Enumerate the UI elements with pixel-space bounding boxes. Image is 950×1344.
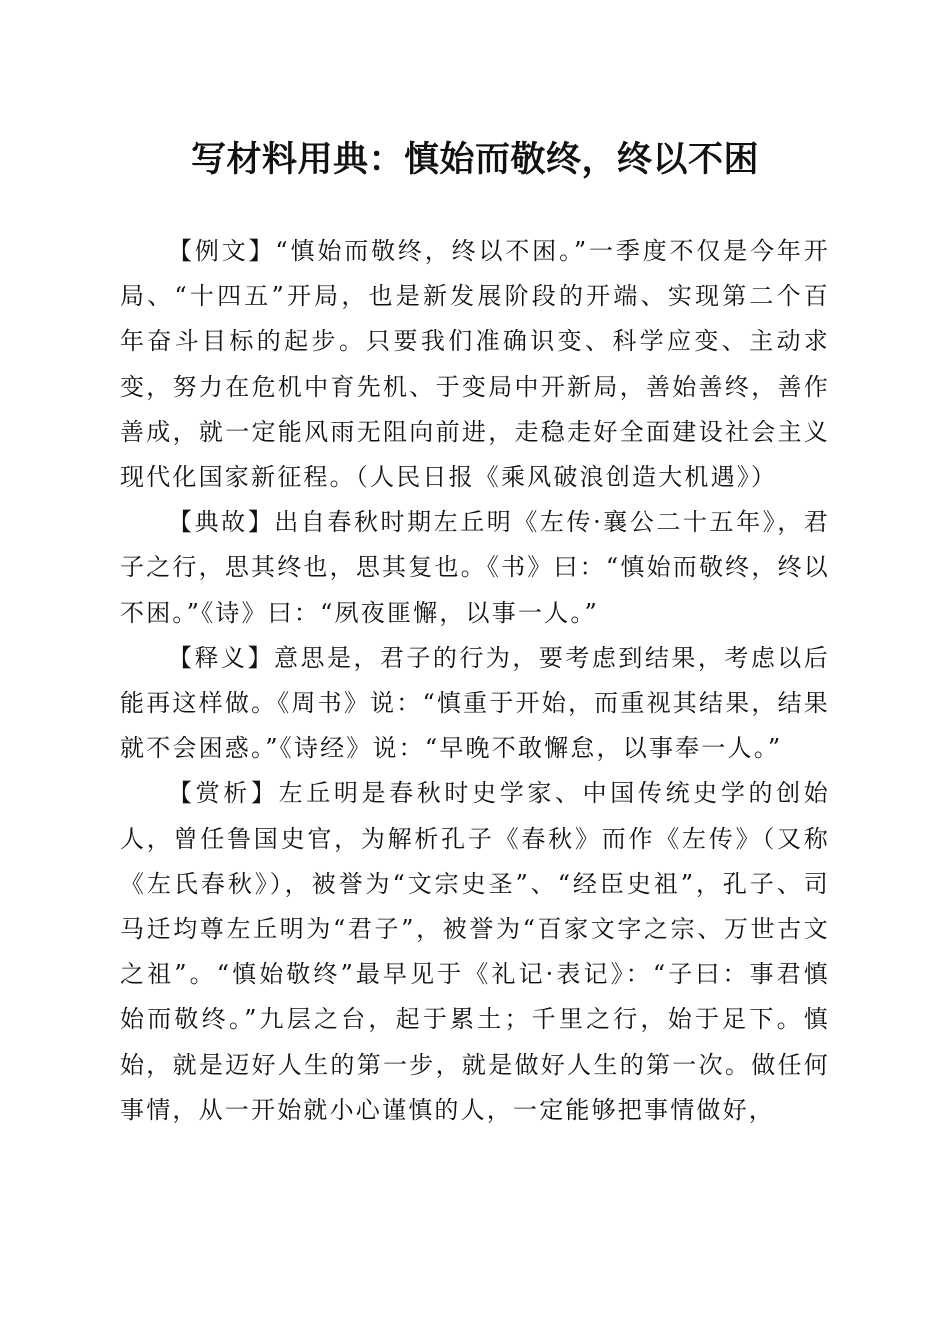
paragraph-allusion: 【典故】出自春秋时期左丘明《左传·襄公二十五年》，君子之行，思其终也，思其复也。《书》曰：“慎始而敬终，终以不困。”《诗》曰：“夙夜匪懈，以事一人。” (120, 508, 830, 627)
paragraph-meaning: 【释义】意思是，君子的行为，要考虑到结果，考虑以后能再这样做。《周书》说：“慎重于开始，而重视其结果，结果就不会困惑。”《诗经》说：“早晚不敢懈怠，以事奉一人。” (120, 643, 830, 763)
paragraph-example: 【例文】“慎始而敬终，终以不困。”一季度不仅是今年开局、“十四五”开局，也是新发展阶段的开端、实现第二个百年奋斗目标的起步。只要我们准确识变、科学应变、主动求变，努力在危机中育先机、于变局中开新局，善始善终，善作善成，就一定能风雨无阻向前进，走稳走好全面建设社会主义现代化国家新征程。（人民日报《乘风破浪创造大机遇》） (120, 237, 830, 492)
document-title: 写材料用典：慎始而敬终，终以不困 (190, 139, 759, 180)
paragraph-analysis: 【赏析】左丘明是春秋时史学家、中国传统史学的创始人，曾任鲁国史官，为解析孔子《春秋》而作《左传》（又称《左氏春秋》），被誉为“文宗史圣”、“经臣史祖”，孔子、司马迁均尊左丘明为“君子”，被誉为“百家文字之宗、万世古文之祖”。“慎始敬终”最早见于《礼记·表记》：“子曰：事君慎始而敬终。”九层之台，起于累土；千里之行，始于足下。慎始，就是迈好人生的第一步，就是做好人生的第一次。做任何事情，从一开始就小心谨慎的人，一定能够把事情做好， (120, 779, 830, 1124)
document-body (120, 229, 830, 1133)
